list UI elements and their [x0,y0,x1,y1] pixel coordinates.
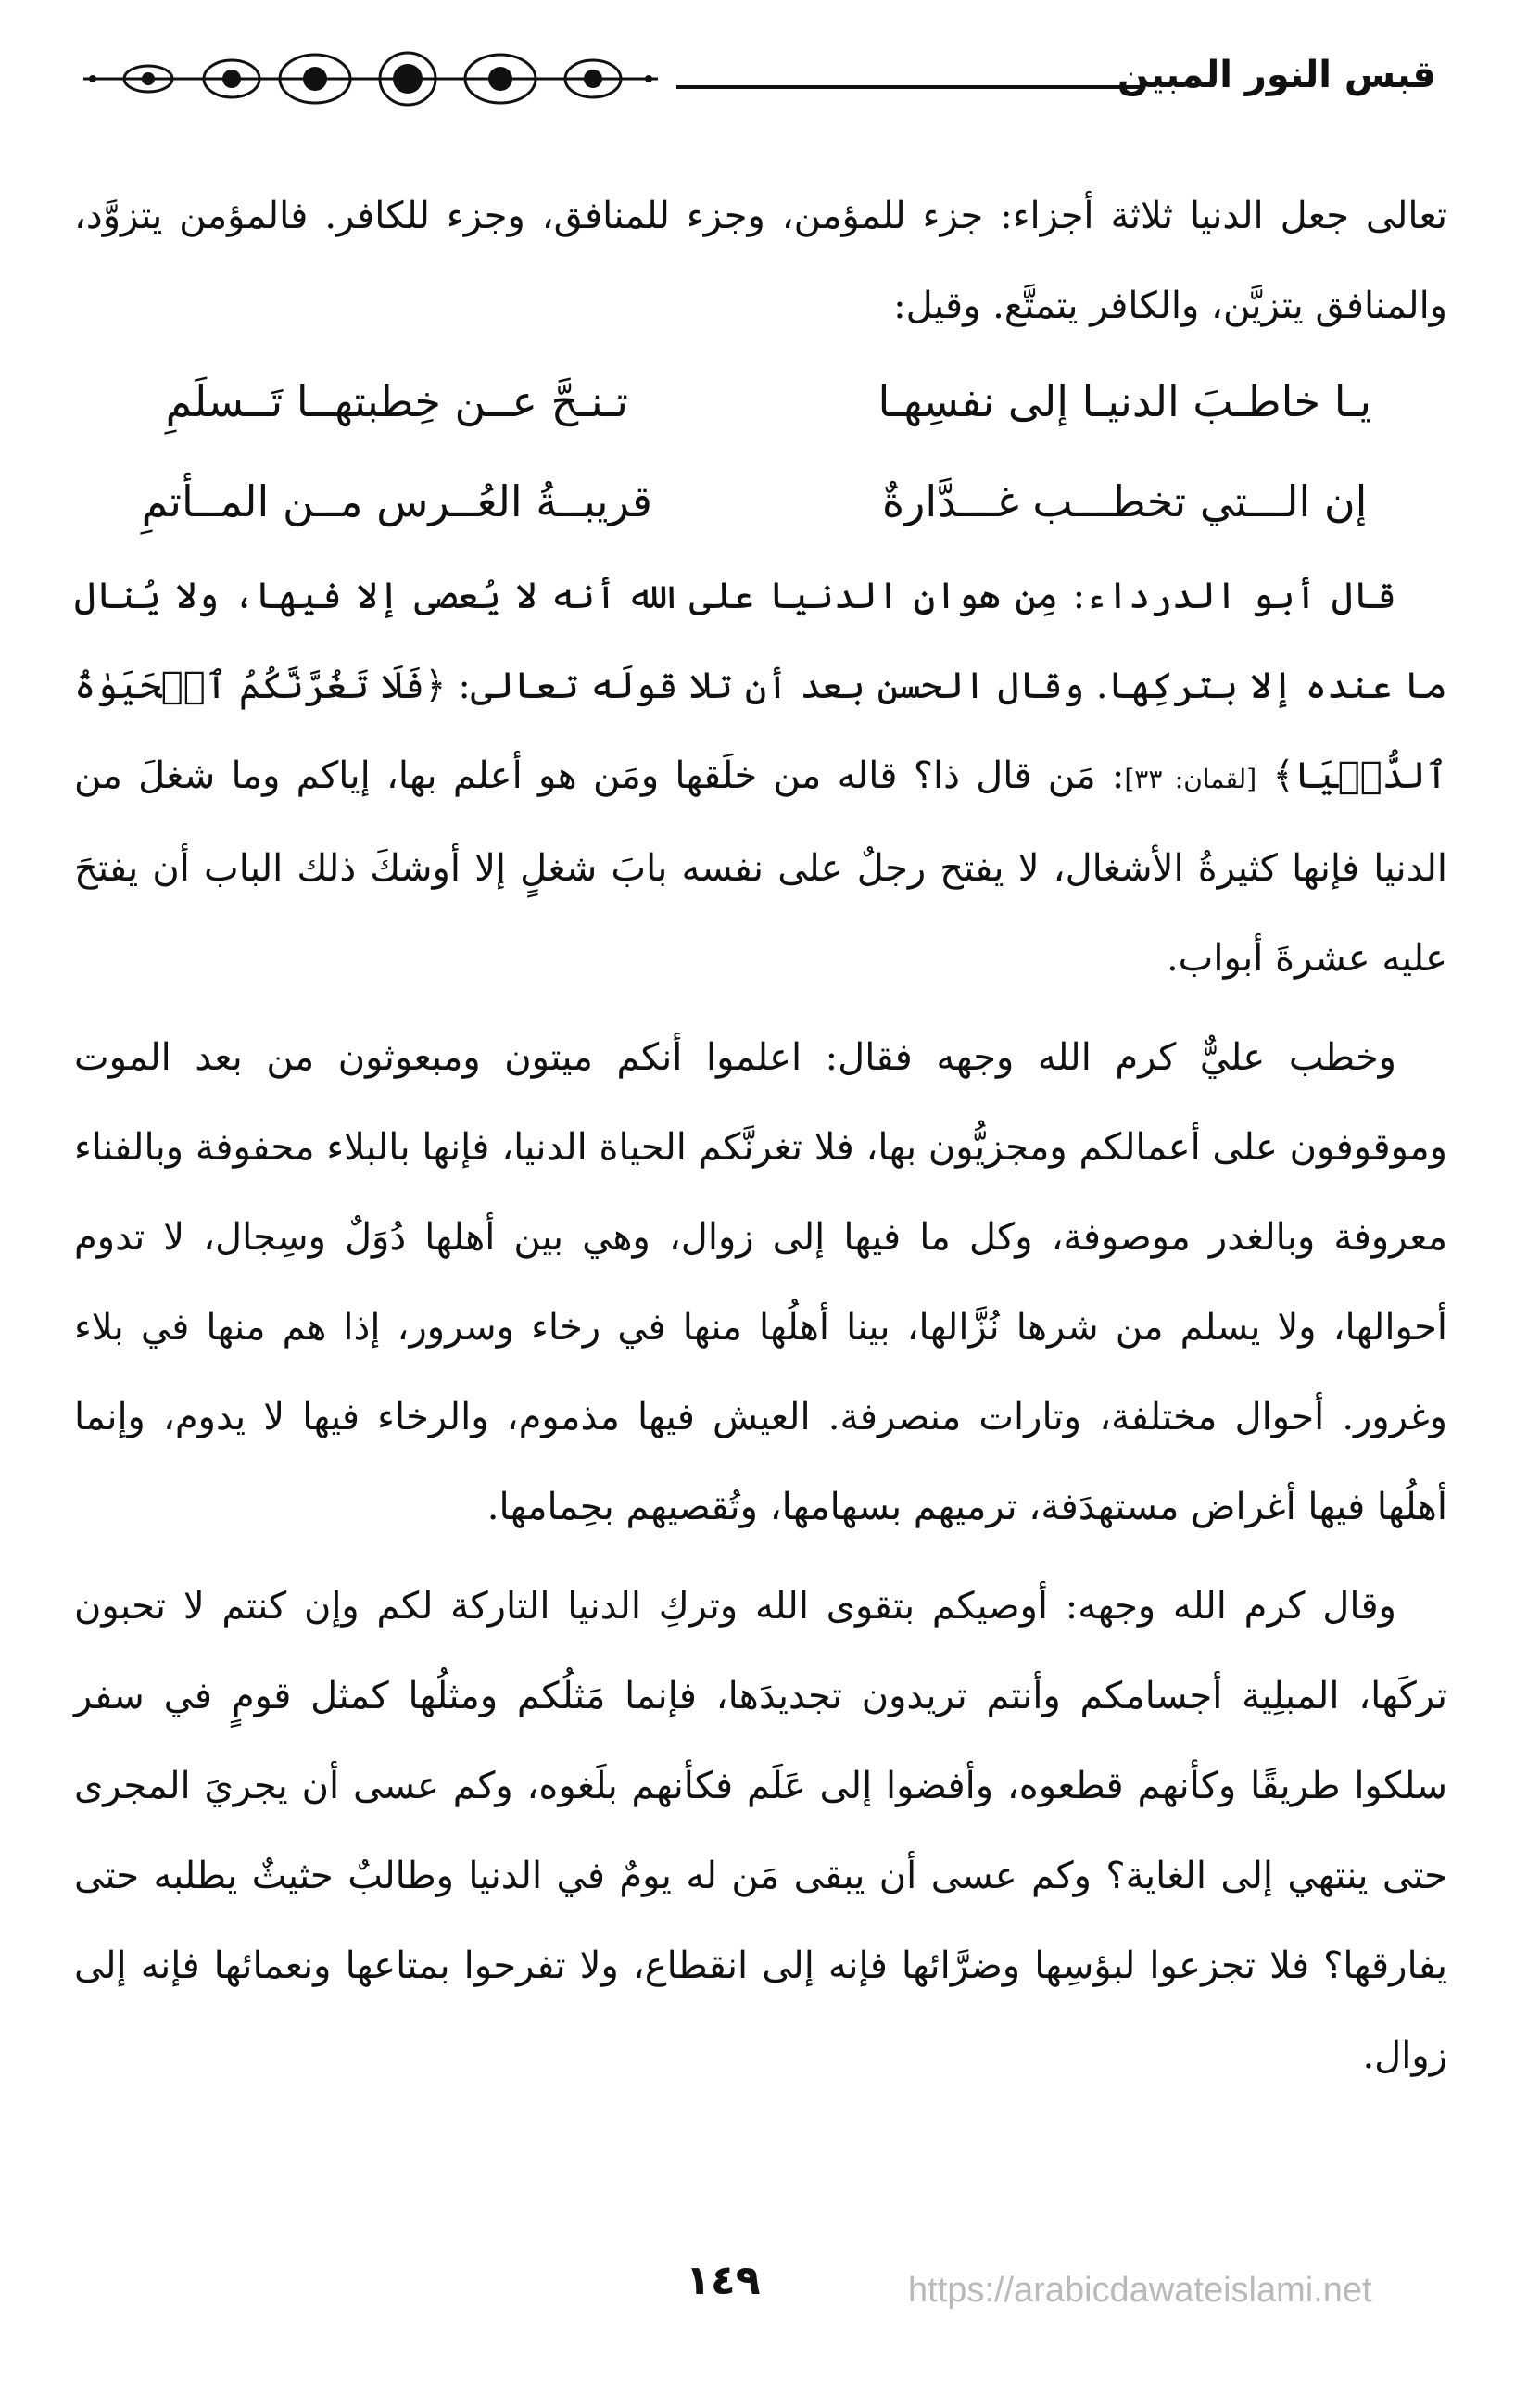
page-number: ١٤٩ [686,2257,761,2304]
quran-reference: [لقمان: ٣٣] [1124,764,1257,794]
book-title: قبس النور المبين [1117,54,1436,96]
verse-second-hemistich: قريبــةُ العُــرس مــن المــأتمِ [141,476,652,526]
verse-second-hemistich: تـنـحَّ عــن خِطبتهــا تَــسلَمِ [165,376,628,426]
verse-first-hemistich: إن الـــتي تخطـــب غـــدَّارةٌ [882,476,1368,526]
paragraph-text: قال أبو الدرداء: مِن هوانِ الدنيا على الله أنه لا يُعصى إلا فيها، ولا يُنال ما عنده إلا بتركِها. وقال الحسن بعد أن تلا قولَه تعالى: ﴿فَلَا تَغُرَّنَّكُمُ ٱلۡحَيَوٰةُ ٱلدُّنۡيَا﴾ [74,575,1448,797]
paragraph-ali-sermon: وخطب عليٌّ كرم الله وجهه فقال: اعلموا أنكم ميتون ومبعوثون من بعد الموت وموقوفون على أعمالكم ومجزيُّون بها، فلا تغرنَّكم الحياة الدنيا، فإنها بالبلاء محفوفة وبالفناء معروفة وبالغدر موصوفة، وكل ما فيها إلى زوال، وهي بين أهلها دُوَلٌ وسِجال، لا تدوم أحوالها، ولا يسلم من شرها نُزَّالها، بينا أهلُها منها في رخاء وسرور، إذا هم منها في بلاء وغرور. أحوال مختلفة، وتارات منصرفة. العيش فيها مذموم، والرخاء فيها لا يدوم، وإنما أهلُها فيها أغراض مستهدَفة، ترميهم بسهامها، وتُقصيهم بحِمامها. [74,1036,1447,1528]
watermark-url: https://arabicdawateislami.net [908,2271,1372,2310]
poem-verse [74,351,1447,451]
paragraph-abu-darda [74,551,1447,1004]
header-rule [676,85,1140,89]
decorative-ornament-icon [74,37,667,120]
page-header [74,37,1436,120]
poem [74,351,1447,551]
paragraph-ali-advice: وقال كرم الله وجهه: أوصيكم بتقوى الله وتركِ الدنيا التاركة لكم وإن كنتم لا تحبون تركَها، المبلِية أجسامكم وأنتم تريدون تجديدَها، فإنما مَثلُكم ومثلُها كمثل قومٍ في سفر سلكوا طريقًا وكأنهم قطعوه، وأفضوا إلى عَلَم فكأنهم بلَغوه، وكم عسى أن يجريَ المجرى حتى ينتهي إلى الغاية؟ وكم عسى أن يبقى مَن له يومٌ في الدنيا وطالبٌ حثيثٌ يطلبه حتى يفارقها؟ فلا تجزعوا لبؤسِها وضرَّائها فإنه إلى انقطاع، ولا تفرحوا بمتاعها ونعمائها فإنه إلى زوال. [74,1585,1447,2077]
body-text [74,171,1447,2101]
paragraph-text: : مَن قال ذا؟ قاله من خلَقها ومَن هو أعلم بها، إياكم وما شغلَ من الدنيا فإنها كثيرةُ الأشغال، لا يفتح رجلٌ على نفسه بابَ شغلٍ إلا أوشكَ ذلك الباب أن يفتحَ عليه عشرةَ أبواب. [74,754,1447,980]
verse-first-hemistich: يـا خاطـبَ الدنيـا إلى نفسِهـا [877,376,1372,426]
paragraph-intro: تعالى جعل الدنيا ثلاثة أجزاء: جزء للمؤمن، وجزء للمنافق، وجزء للكافر. فالمؤمن يتزوَّد، والمنافق يتزيَّن، والكافر يتمتَّع. وقيل: [74,195,1447,327]
poem-verse [74,451,1447,551]
